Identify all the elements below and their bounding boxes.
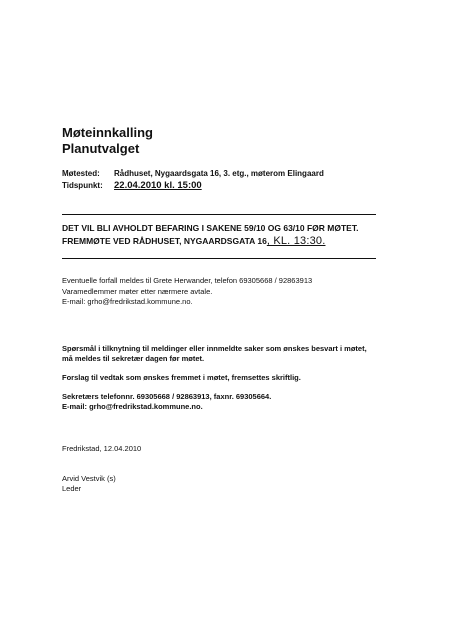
- questions-line-1: Spørsmål i tilknytning til meldinger eller innmeldte saker som ønskes besvart i møtet,: [62, 344, 367, 353]
- location-value: Rådhuset, Nygaardsgata 16, 3. etg., møterom Elingaard: [114, 169, 324, 178]
- signature-block: [62, 474, 116, 494]
- notice-line-2: [62, 235, 358, 248]
- divider-bottom: [62, 258, 376, 259]
- notice-time: , KL. 13:30.: [266, 235, 326, 247]
- signer-role: Leder: [62, 484, 82, 493]
- location-row: [62, 168, 324, 180]
- secretary-email: E-mail: grho@fredrikstad.kommune.no.: [62, 402, 203, 411]
- notice-line-1: DET VIL BLI AVHOLDT BEFARING I SAKENE 59/10 OG 63/10 FØR MØTET.: [62, 223, 359, 233]
- document-title: [62, 125, 153, 157]
- divider-top: [62, 214, 376, 215]
- notice-line-2-text: FREMMØTE VED RÅDHUSET, NYGAARDSGATA 16: [62, 236, 267, 246]
- place-date: Fredrikstad, 12.04.2010: [62, 444, 142, 453]
- info-line-1: Eventuelle forfall meldes til Grete Herwander, telefon 69305668 / 92863913: [62, 276, 313, 285]
- inspection-notice: [62, 222, 358, 248]
- time-label: Tidspunkt:: [62, 181, 103, 190]
- info-line-2: Varamedlemmer møter etter nærmere avtale.: [62, 286, 213, 296]
- meeting-details: [62, 168, 324, 192]
- questions-section: [62, 344, 367, 421]
- title-line-2: Planutvalget: [62, 141, 140, 156]
- questions-line-2: må meldes til sekretær dagen før møtet.: [62, 354, 205, 363]
- time-value: 22.04.2010 kl. 15:00: [114, 180, 202, 191]
- time-row: [62, 180, 324, 192]
- signer-name: Arvid Vestvik (s): [62, 474, 116, 483]
- proposals-paragraph: Forslag til vedtak som ønskes fremmet i møtet, fremsettes skriftlig.: [62, 373, 301, 382]
- questions-paragraph: [62, 344, 367, 364]
- secretary-contact: [62, 392, 367, 412]
- absence-info: [62, 276, 312, 308]
- secretary-phone: Sekretærs telefonnr. 69305668 / 92863913, faxnr. 69305664.: [62, 392, 272, 401]
- location-label: Møtested:: [62, 169, 100, 178]
- title-line-1: Møteinnkalling: [62, 125, 153, 140]
- info-line-3: E-mail: grho@fredrikstad.kommune.no.: [62, 297, 193, 306]
